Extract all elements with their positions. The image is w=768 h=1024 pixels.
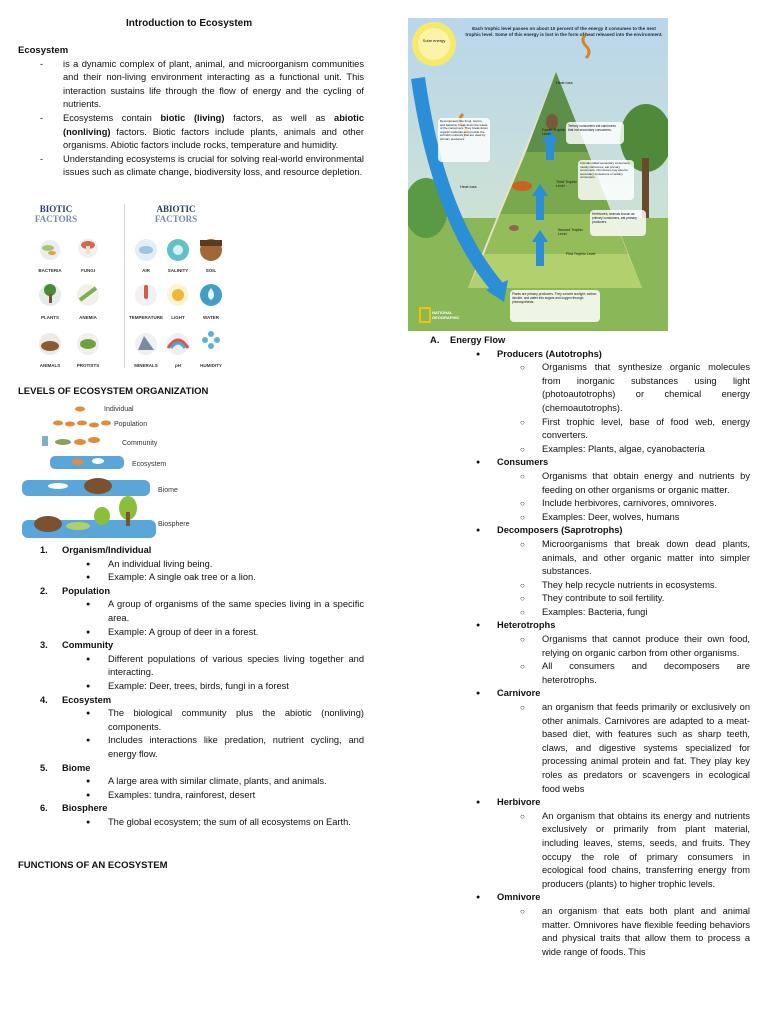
animal-icon [39,333,61,355]
level-item [18,544,364,558]
level-bullet: ● A group of organisms of the same species living in a specific area. [18,598,364,625]
soil-icon [200,239,222,261]
level-bullet: ● The biological community plus the abiotic (nonliving) components. [18,707,364,734]
page-title: Introduction to Ecosystem [126,18,253,29]
level-number: 3. [40,640,48,651]
tertiary-note: Tertiary consumers eat carnivores that eat secondary consumers. [568,124,616,132]
protist-icon [77,333,99,355]
abiotic-label: SOIL [205,268,217,273]
group-item: ○ an organism that eats both plant and animal matter. Omnivores have flexible feeding behaviors and physical traits that allow them to process a wide range of foods. This [408,905,750,959]
level-title: Community [62,640,114,651]
group-item: ○ An organism that obtains its energy and nutrients exclusively or primarily from plant material, including leaves, stems, seeds, and fruits. They occupy the role of primary consumers in ecological food chains, transferring energy from producers (plants) to higher trophic levels. [408,810,750,892]
section-title: Energy Flow [450,335,506,345]
level-number: 1. [40,545,48,555]
water-icon [200,284,222,306]
level-number: 6. [40,803,48,814]
group-title: ● Herbivore [408,796,750,810]
ecosystem-item [18,112,364,153]
level-label: Population [114,421,148,428]
factor-icons [28,200,232,372]
ecosystem-item: - is a dynamic complex of plant, animal, and microorganism communities and their non-living environment interacting as a functional unit. This interaction sustains life through the flow of energy and the cycling of nutrients. [18,58,364,112]
group-item: ○ Examples: Deer, wolves, humans [408,511,750,525]
salinity-icon [167,239,189,261]
trophic-level-label: Second Trophic Level [558,228,583,237]
level-number: 2. [40,585,48,596]
individual-icon [75,407,85,412]
level-bullet: ● Includes interactions like predation, nutrient cycling, and energy flow. [18,734,364,761]
biotic-label: FUNGI [81,268,95,273]
abiotic-label: pH [175,363,181,368]
group-item: ○ Examples: Plants, algae, cyanobacteria [408,443,750,457]
ecosystem-bold: abiotic (nonliving) [63,112,364,137]
level-title: Population [62,585,111,596]
plant-icon [39,284,61,306]
energy-flow-heading [408,334,750,348]
group-item: ○ Organisms that cannot produce their own food, relying on organic carbon from other organisms. [408,633,750,660]
humidity-icon [202,331,220,349]
abiotic-label: LIGHT [171,315,185,320]
abiotic-subtitle: FACTORS [154,214,198,224]
level-bullet: ● Different populations of various species living together and interacting. [18,653,364,680]
level-bullet: ● The global ecosystem; the sum of all ecosystems on Earth. [18,816,364,830]
levels-figure [18,402,198,542]
level-bullet: ● Examples: tundra, rainforest, desert [18,789,364,803]
sun-icon [412,22,456,66]
energy-flow-section [408,334,750,959]
heat-loss-label: Heat loss [556,80,573,85]
ecosystem-bold: biotic (living) [160,112,225,123]
producers-note: Plants are primary producers. They convert sunlight, carbon dioxide, and water into sugars and oxygen through photosynthesis. [512,292,597,304]
level-title: Biosphere [62,803,108,814]
light-icon [167,284,189,306]
biotic-label: PLANTS [41,315,59,320]
level-bullet: ● A large area with similar climate, plants, and animals. [18,775,364,789]
decomposers-note: Decomposers like fungi, worms, and bacteria, break down the waste of the consumers. They break down organic materials and provide the soil with nutrients that are used by primary producers. [440,120,488,141]
ecosystem-text: factors. Biotic factors include plants, animals and other organisms. Abiotic factors include rocks, temperature and humidity. [63,126,364,151]
level-item [18,802,364,816]
group-item: ○ They help recycle nutrients in ecosystems. [408,579,750,593]
biotic-label: ANIMALS [39,363,61,368]
group-item: ○ Include herbivores, carnivores, omnivores. [408,497,750,511]
level-label: Biome [158,487,178,494]
herbivores-note: Herbivores, animals known as primary consumers, eat primary producers. [592,212,637,224]
abiotic-label: WATER [203,315,219,320]
level-item [18,639,364,653]
group-item: ○ Organisms that synthesize organic molecules from inorganic substances using light (photoautotrophs) or chemical energy (chemoautotrophs). [408,361,750,415]
mouse-icon [509,225,519,231]
group-item: ○ All consumers and decomposers are heterotrophs. [408,660,750,687]
level-title: Ecosystem [62,694,112,705]
abiotic-label: AIR [142,268,150,273]
level-label: Ecosystem [132,461,167,468]
ecosystem-text: factors, as well as [224,112,335,123]
group-item: ○ First trophic level, base of food web, energy converters. [408,416,750,443]
ecosystem-text: Ecosystems contain [63,112,161,123]
level-item [18,585,364,599]
group-item: ○ They contribute to soil fertility. [408,592,750,606]
trophic-level-label: Fourth Trophic Level [542,128,566,137]
level-label: Community [122,440,158,447]
level-bullet: ● Example: Deer, trees, birds, fungi in a forest [18,680,364,694]
temperature-icon [135,284,157,306]
ecosystem-section [18,44,364,180]
group-item: ○ Organisms that obtain energy and nutrients by feeding on other organisms or organic matter. [408,470,750,497]
ecosystem-heading: Ecosystem [18,45,69,56]
level-bullet: ● An individual living being. [18,558,364,572]
population-icon [53,421,111,428]
abiotic-label: HUMIDITY [200,363,222,368]
fungi-icon [78,238,98,258]
secondary-note: Animals called secondary consumers, mostly carnivores, eat primary consumers. Omnivores may also be secondary consumers or tertiary consumers. [580,162,631,180]
abiotic-label: SALINITY [167,268,189,273]
air-icon [135,239,157,261]
biotic-label: BACTERIA [38,268,62,273]
group-title: ● Carnivore [408,687,750,701]
algae-icon [77,284,99,306]
biotic-title: BIOTIC [39,204,73,214]
biosphere-icon [22,496,156,538]
ecosystem-icon [50,456,124,469]
section-number: A. [430,335,440,345]
abiotic-title: ABIOTIC [156,204,196,214]
level-number: 4. [40,694,48,705]
level-label: Biosphere [158,521,190,528]
level-bullet: ● Example: A single oak tree or a lion. [18,571,364,585]
level-title: Biome [62,762,91,773]
group-title: ● Producers (Autotrophs) [408,348,750,362]
levels-heading: LEVELS OF ECOSYSTEM ORGANIZATION [18,386,209,397]
biotic-label: PROTISTS [76,363,100,368]
level-title: Organism/Individual [62,545,152,555]
group-item: ○ Examples: Bacteria, fungi [408,606,750,620]
group-title: ● Consumers [408,456,750,470]
group-title: ● Heterotrophs [408,619,750,633]
community-icon [42,436,100,446]
level-item [18,762,364,776]
trophic-pyramid-figure [408,18,668,331]
biotic-abiotic-figure [28,200,232,372]
group-title: ● Decomposers (Saprotrophs) [408,524,750,538]
group-item: ○ an organism that feeds primarily or exclusively on other animals. Carnivores are adapted to a meat-based diet, with features such as sharp teeth, claws, and digestive systems specialized for processing animal protein and fat. They play key roles as predators or scavengers in ecological food webs [408,701,750,796]
pyramid-caption: Each trophic level passes on about 10 percent of the energy it consumes to the next trophic level. Some of this energy is lost in the form of heat released into the environment. [465,26,663,37]
group-item: ○ Microorganisms that break down dead plants, animals, and other organic matter into simpler substances. [408,538,750,579]
level-bullet: ● Example: A group of deer in a forest. [18,626,364,640]
abiotic-label: MINERALS [134,363,158,368]
level-label: Individual [104,406,134,413]
trophic-level-label: Third Trophic Level [556,180,577,189]
level-item [18,694,364,708]
natgeo-logo-text: NATIONAL GEOGRAPHIC [432,310,460,320]
biotic-subtitle: FACTORS [34,214,78,224]
fox-icon [512,181,532,191]
solar-label: Solar energy [422,38,446,43]
biome-icon [22,478,150,496]
trophic-level-label: First Trophic Level [566,252,596,256]
group-title: ● Omnivore [408,891,750,905]
heat-loss-label: Heat loss [460,184,477,189]
levels-list [18,544,364,829]
level-number: 5. [40,762,48,773]
ph-icon [167,333,189,355]
functions-heading: FUNCTIONS OF AN ECOSYSTEM [18,860,168,871]
ecosystem-item: - Understanding ecosystems is crucial for solving real-world environmental issues such as climate change, biodiversity loss, and resource depletion. [18,153,364,180]
minerals-icon [135,333,157,355]
biotic-label: ANEMIA [79,315,97,320]
bacteria-icon [40,240,60,260]
abiotic-label: TEMPERATURE [129,315,163,320]
